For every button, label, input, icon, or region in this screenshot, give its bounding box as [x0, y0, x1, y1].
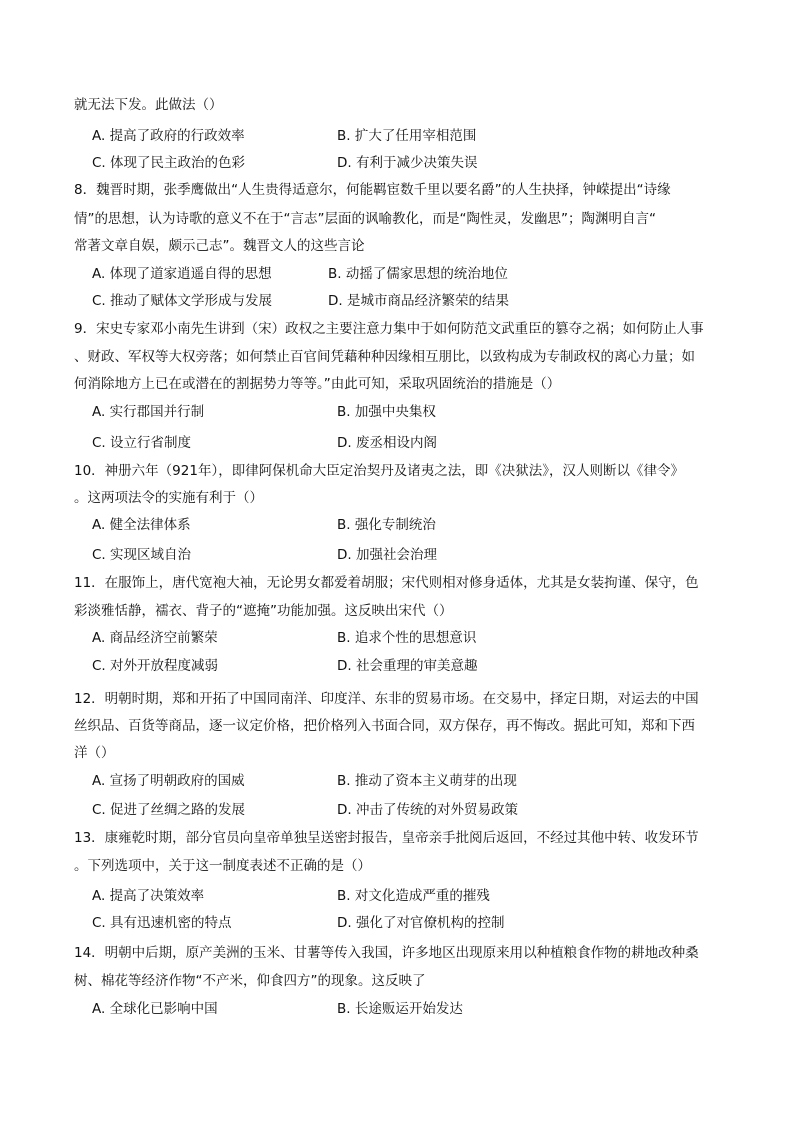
- q13-line-2: 。下列选项中，关于这一制度表述不正确的是（）: [74, 858, 371, 874]
- q11-option-d: D. 社会重理的审美意趣: [337, 658, 478, 674]
- q11-line-1: 11．在服饰上，唐代宽袍大袖，无论男女都爱着胡服；宋代则相对修身适体，尤其是女装拘谨、保守，色: [74, 575, 699, 591]
- q11-line-2: 彩淡雅恬静，襦衣、背子的“遮掩”功能加强。这反映出宋代（）: [74, 603, 453, 619]
- q8-line-3: 常著文章自娱，颇示己志”。魏晋文人的这些言论: [74, 238, 365, 254]
- q11-option-c: C. 对外开放程度减弱: [92, 658, 219, 674]
- q13-option-a: A. 提高了决策效率: [92, 888, 205, 904]
- q9-option-b: B. 加强中央集权: [337, 404, 436, 420]
- q13-option-d: D. 强化了对官僚机构的控制: [337, 915, 505, 931]
- q10-option-a: A. 健全法律体系: [92, 517, 191, 533]
- intro-line: 就无法下发。此做法（）: [74, 97, 223, 113]
- q8-option-d: D. 是城市商品经济繁荣的结果: [328, 293, 509, 309]
- q14-line-2: 树、棉花等经济作物“不产米，仰食四方”的现象。这反映了: [74, 973, 426, 989]
- q7-option-b: B. 扩大了任用宰相范围: [337, 128, 477, 144]
- q9-line-3: 何消除地方上已在或潜在的割据势力等等。”由此可知，采取巩固统治的措施是（）: [74, 376, 561, 392]
- q11-option-b: B. 追求个性的思想意识: [337, 630, 477, 646]
- q13-line-1: 13．康雍乾时期，部分官员向皇帝单独呈送密封报告，皇帝亲手批阅后返回，不经过其他中转、收发环节: [74, 830, 699, 846]
- q12-line-3: 洋（）: [74, 745, 115, 761]
- q9-option-c: C. 设立行省制度: [92, 435, 192, 451]
- q8-line-1: 8．魏晋时期，张季鹰做出“人生贵得适意尔，何能羁宦数千里以要名爵”的人生抉择，钟嵘提出“诗缘: [74, 182, 671, 198]
- q8-option-b: B. 动摇了儒家思想的统治地位: [328, 266, 508, 282]
- q10-line-1: 10．神册六年（921年），即律阿保机命大臣定治契丹及诸夷之法，即《决狱法》，汉人则断以《律令》: [74, 463, 684, 479]
- q7-option-c: C. 体现了民主政治的色彩: [92, 155, 246, 171]
- q9-line-2: 、财政、军权等大权旁落；如何禁止百官间凭藉种种因缘相互朋比，以致构成为专制政权的离心力量；如: [74, 349, 695, 365]
- q12-line-1: 12．明朝时期，郑和开拓了中国同南洋、印度洋、东非的贸易市场。在交易中，择定日期，对运去的中国: [74, 691, 699, 707]
- q12-option-a: A. 宣扬了明朝政府的国威: [92, 773, 245, 789]
- q14-option-a: A. 全球化已影响中国: [92, 1001, 218, 1017]
- q10-line-2: 。这两项法令的实施有利于（）: [74, 490, 263, 506]
- q11-option-a: A. 商品经济空前繁荣: [92, 630, 218, 646]
- q7-option-d: D. 有利于减少决策失误: [337, 155, 478, 171]
- q13-option-c: C. 具有迅速机密的特点: [92, 915, 232, 931]
- q8-option-a: A. 体现了道家逍遥自得的思想: [92, 266, 272, 282]
- q13-option-b: B. 对文化造成严重的摧残: [337, 888, 490, 904]
- q8-line-2: 情”的思想，认为诗歌的意义不在于“言志”层面的讽喻教化，而是“陶性灵，发幽思”；陶渊明自言“: [74, 211, 656, 227]
- q9-line-1: 9．宋史专家邓小南先生讲到（宋）政权之主要注意力集中于如何防范文武重臣的篡夺之祸；如何防止人事: [74, 321, 704, 337]
- q12-line-2: 丝织品、百货等商品，逐一议定价格，把价格列入书面合同，双方保存，再不悔改。据此可知，郑和下西: [74, 718, 695, 734]
- q7-option-a: A. 提高了政府的行政效率: [92, 128, 245, 144]
- q8-option-c: C. 推动了赋体文学形成与发展: [92, 293, 273, 309]
- q9-option-d: D. 废丞相设内阁: [337, 435, 437, 451]
- q14-option-b: B. 长途贩运开始发达: [337, 1001, 463, 1017]
- q9-option-a: A. 实行郡国并行制: [92, 404, 205, 420]
- q12-option-d: D. 冲击了传统的对外贸易政策: [337, 802, 518, 818]
- q10-option-c: C. 实现区域自治: [92, 547, 192, 563]
- q12-option-b: B. 推动了资本主义萌芽的出现: [337, 773, 517, 789]
- q10-option-d: D. 加强社会治理: [337, 547, 437, 563]
- q14-line-1: 14．明朝中后期，原产美洲的玉米、甘薯等传入我国，许多地区出现原来用以种植粮食作物的耕地改种桑: [74, 945, 699, 961]
- q12-option-c: C. 促进了丝绸之路的发展: [92, 802, 246, 818]
- q10-option-b: B. 强化专制统治: [337, 517, 436, 533]
